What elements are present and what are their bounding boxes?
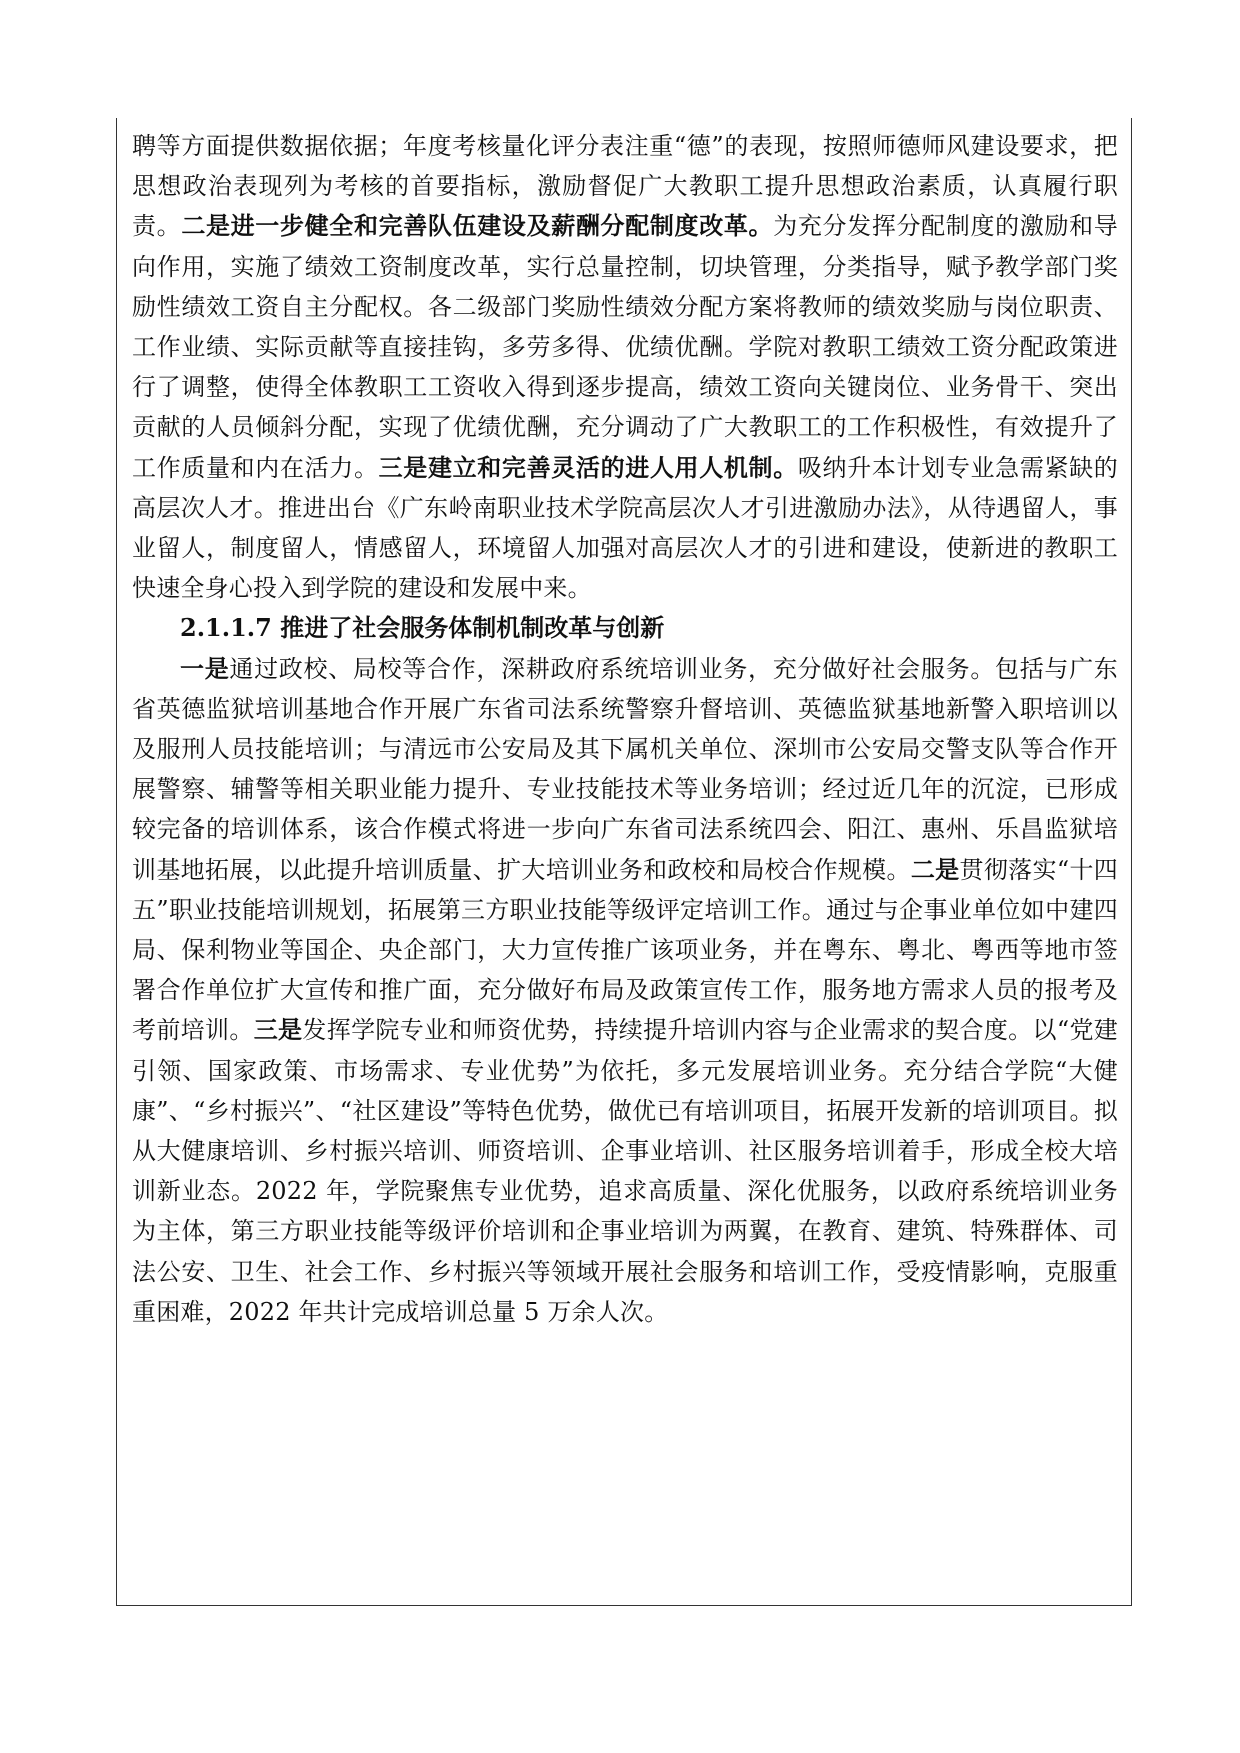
- paragraph-text: 吸纳升本计划专业急需紧缺的高层次人才。推进出台《广东岭南职业技术学院高层次人才引进激励办法》，从待遇留人，事业留人，制度留人，情感留人，环境留人加强对高层次人才的引进和建设，使新进的教职工快速全身心投入到学院的建设和发展中来。: [132, 453, 1119, 603]
- bold-phrase: 三是: [253, 1015, 303, 1045]
- paragraph-staffing-reform: [132, 126, 1118, 608]
- paragraph-social-service: [132, 649, 1118, 1332]
- paragraph-text: 贯彻落实“十四五”职业技能培训规划，拓展第三方职业技能等级评定培训工作。通过与企事业单位如中建四局、保利物业等国企、央企部门，大力宣传推广该项业务，并在粤东、粤北、粤西等地市签署合作单位扩大宣传和推广面，充分做好布局及政策宣传工作，服务地方需求人员的报考及考前培训。: [132, 855, 1118, 1045]
- bold-phrase: 二是: [910, 854, 960, 884]
- bold-phrase: 一是: [180, 653, 230, 683]
- paragraph-text: 聘等方面提供数据依据；年度考核量化评分表注重“德”的表现，按照师德师风建设要求，把思想政治表现列为考核的首要指标，激励督促广大教职工提升思想政治素质，认真履行职责。: [132, 132, 1118, 241]
- bold-phrase: 二是进一步健全和完善队伍建设及薪酬分配制度改革。: [181, 211, 774, 241]
- bold-phrase: 三是建立和完善灵活的进人用人机制。: [378, 452, 798, 482]
- paragraph-text: 通过政校、局校等合作，深耕政府系统培训业务，充分做好社会服务。包括与广东省英德监狱培训基地合作开展广东省司法系统警察升督培训、英德监狱基地新警入职培训以及服刑人员技能培训；与清远市公安局及其下属机关单位、深圳市公安局交警支队等合作开展警察、辅警等相关职业能力提升、专业技能技术等业务培训；经过近几年的沉淀，已形成较完备的培训体系，该合作模式将进一步向广东省司法系统四会、阳江、惠州、乐昌监狱培训基地拓展，以此提升培训质量、扩大培训业务和政校和局校合作规模。: [132, 654, 1118, 884]
- paragraph-text: 发挥学院专业和师资优势，持续提升培训内容与企业需求的契合度。以“党建引领、国家政策、市场需求、专业优势”为依托，多元发展培训业务。充分结合学院“大健康”、“乡村振兴”、“社区建设”等特色优势，做优已有培训项目，拓展开发新的培训项目。拟从大健康培训、乡村振兴培训、师资培训、企事业培训、社区服务培训着手，形成全校大培训新业态。2022 年，学院聚焦专业优势，追求高质量、深化优服务，以政府系统培训业务为主体，第三方职业技能等级评价培训和企事业培训为两翼，在教育、建筑、特殊群体、司法公安、卫生、社会工作、乡村振兴等领域开展社会服务和培训工作，受疫情影响，克服重重困难，2022 年共计完成培训总量 5 万余人次。: [132, 1016, 1119, 1326]
- paragraph-text: 为充分发挥分配制度的激励和导向作用，实施了绩效工资制度改革，实行总量控制，切块管理，分类指导，赋予教学部门奖励性绩效工资自主分配权。各二级部门奖励性绩效分配方案将教师的绩效奖励与岗位职责、工作业绩、实际贡献等直接挂钩，多劳多得、优绩优酬。学院对教职工绩效工资分配政策进行了调整，使得全体教职工工资收入得到逐步提高，绩效工资向关键岗位、业务骨干、突出贡献的人员倾斜分配，实现了优绩优酬，充分调动了广大教职工的工作积极性，有效提升了工作质量和内在活力。: [132, 212, 1118, 482]
- document-body: [132, 126, 1118, 1332]
- section-heading: 2.1.1.7 推进了社会服务体制机制改革与创新: [180, 613, 665, 643]
